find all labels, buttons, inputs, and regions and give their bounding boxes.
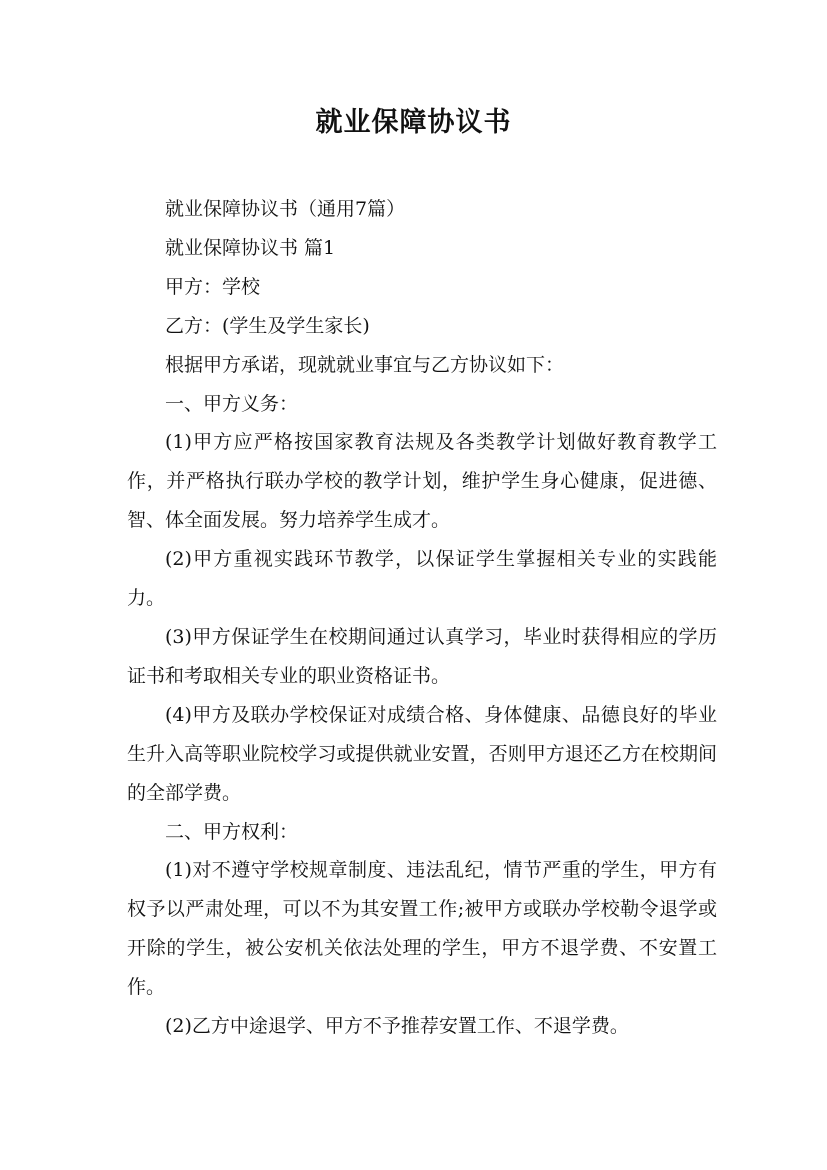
- paragraph-heading: 就业保障协议书（通用7篇）: [165, 198, 406, 220]
- paragraph-right-1: (1)对不遵守学校规章制度、违法乱纪，情节严重的学生，甲方有权予以严肃处理，可以不为其安置工作;被甲方或联办学校勒令退学或开除的学生，被公安机关依法处理的学生，甲方不退学费、不安置工作。: [127, 859, 717, 999]
- paragraph-rights-heading: 二、甲方权利：: [165, 820, 299, 843]
- paragraph-obligation-3: (3)甲方保证学生在校期间通过认真学习，毕业时获得相应的学历证书和考取相关专业的职业资格证书。: [127, 625, 717, 687]
- paragraph-party-b: 乙方：(学生及学生家长): [165, 314, 370, 337]
- paragraph-right-2: (2)乙方中途退学、甲方不予推荐安置工作、不退学费。: [165, 1015, 629, 1038]
- document-title: 就业保障协议书: [315, 107, 512, 138]
- document-body: [127, 190, 717, 1046]
- paragraph-party-a: 甲方：学校: [165, 275, 261, 298]
- paragraph-section-title: 就业保障协议书 篇1: [165, 236, 336, 259]
- paragraph-obligation-1: (1)甲方应严格按国家教育法规及各类教学计划做好教育教学工作，并严格执行联办学校的教学计划，维护学生身心健康，促进德、智、体全面发展。努力培养学生成才。: [127, 431, 717, 532]
- paragraph-obligations-heading: 一、甲方义务：: [165, 392, 299, 415]
- paragraph-obligation-2: (2)甲方重视实践环节教学，以保证学生掌握相关专业的实践能力。: [127, 548, 717, 610]
- paragraph-obligation-4: (4)甲方及联办学校保证对成绩合格、身体健康、品德良好的毕业生升入高等职业院校学习或提供就业安置，否则甲方退还乙方在校期间的全部学费。: [127, 703, 717, 804]
- paragraph-preamble: 根据甲方承诺，现就就业事宜与乙方协议如下：: [165, 353, 565, 376]
